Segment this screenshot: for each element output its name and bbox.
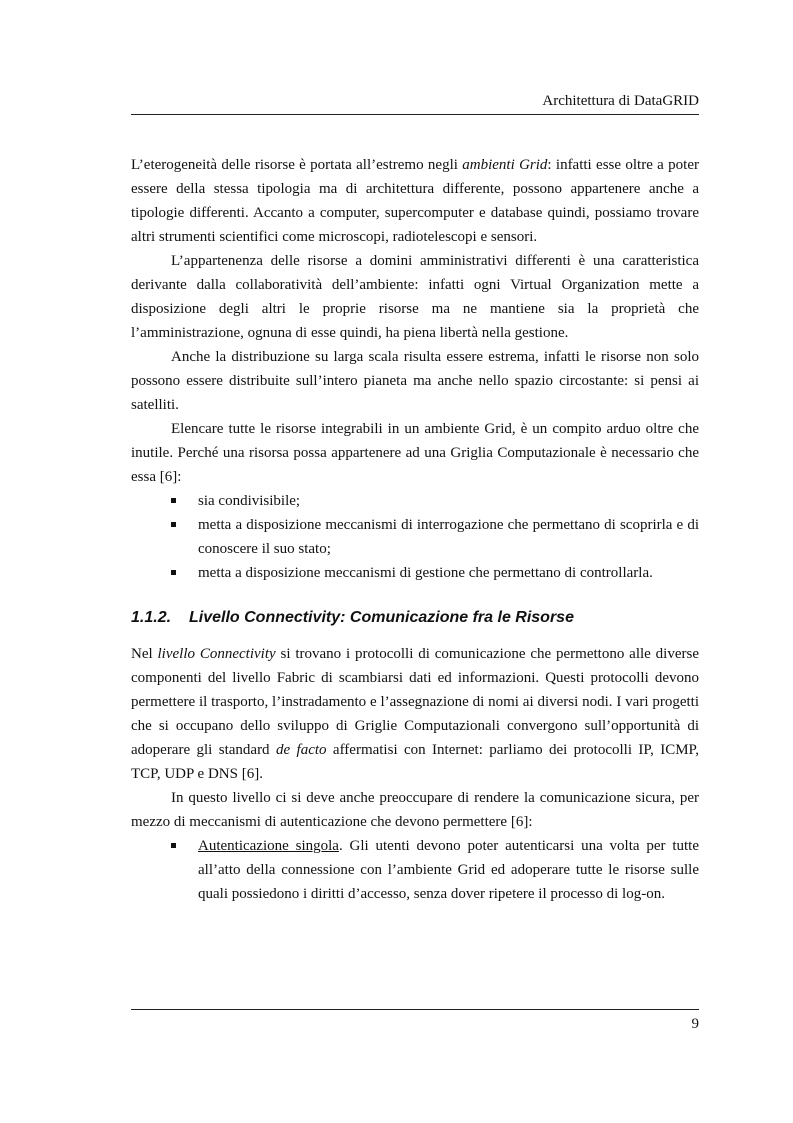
footer-rule bbox=[131, 1009, 699, 1010]
paragraph-1-text-b: : infatti esse oltre a poter essere della stessa tipologia ma di architettura differente, possono appartenere anche a tipologie differenti. Accanto a computer, supercomputer e database quindi, possiamo trovare altri strumenti scientifici come microscopi, radiotelescopi e sensori. bbox=[131, 157, 699, 245]
paragraph-6: In questo livello ci si deve anche preoccupare di rendere la comunicazione sicura, per mezzo di meccanismi di autenticazione che devono permettere [6]: bbox=[131, 790, 699, 830]
paragraph-5-emphasis-2: de facto bbox=[275, 742, 327, 758]
list-item bbox=[131, 834, 699, 906]
section-number: 1.1.2. bbox=[131, 609, 172, 626]
section-title: Livello Connectivity: Comunicazione fra le Risorse bbox=[189, 609, 574, 626]
page-number: 9 bbox=[691, 1016, 699, 1032]
list-item-text: sia condivisibile; bbox=[198, 493, 301, 509]
paragraph-2: L’appartenenza delle risorse a domini amministrativi differenti è una caratteristica derivante dalla collaboratività dell’ambiente: infatti ogni Virtual Organization mette a disposizione degli altri le proprie risorse ma ne mantiene sia la proprietà che l’amministrazione, ognuna di esse quindi, ha piena libertà nella gestione. bbox=[131, 253, 699, 341]
list-item-term: Autenticazione singola bbox=[198, 838, 339, 854]
bullet-icon bbox=[171, 570, 176, 575]
header-rule bbox=[131, 114, 699, 115]
paragraph-5-text-a: Nel bbox=[131, 646, 158, 662]
running-header: Architettura di DataGRID bbox=[542, 93, 699, 109]
paragraph-1 bbox=[131, 153, 699, 249]
list-item bbox=[131, 489, 699, 513]
list-item-text: . Gli utenti devono poter autenticarsi una volta per tutte all’atto della connessione con l’ambiente Grid ed adoperare tutte le risorse sulle quali possiedono i diritti d’accesso, senza dover ripetere il processo di log-on. bbox=[198, 838, 700, 902]
requirements-list bbox=[131, 489, 699, 585]
authentication-list bbox=[131, 834, 699, 906]
list-item bbox=[131, 561, 699, 585]
list-item-text: metta a disposizione meccanismi di gestione che permettano di controllarla. bbox=[198, 565, 653, 581]
paragraph-1-emphasis: ambienti Grid bbox=[462, 157, 548, 173]
paragraph-4: Elencare tutte le risorse integrabili in un ambiente Grid, è un compito arduo oltre che inutile. Perché una risorsa possa appartenere ad una Griglia Computazionale è necessario che essa [6]: bbox=[131, 421, 699, 485]
bullet-icon bbox=[171, 522, 176, 527]
paragraph-5-emphasis-1: livello Connectivity bbox=[157, 646, 276, 662]
list-item bbox=[131, 513, 699, 561]
list-item-text: metta a disposizione meccanismi di interrogazione che permettano di scoprirla e di conoscere il suo stato; bbox=[198, 517, 699, 557]
paragraph-3: Anche la distribuzione su larga scala risulta essere estrema, infatti le risorse non solo possono essere distribuite sull’intero pianeta ma anche nello spazio circostante: si pensi ai satelliti. bbox=[131, 349, 699, 413]
section-heading bbox=[131, 606, 699, 630]
bullet-icon bbox=[171, 498, 176, 503]
paragraph-5-text-b: si trovano i protocolli di comunicazione che permettono alle diverse componenti del livello Fabric di scambiarsi dati ed informazioni. Questi protocolli devono permettere il trasporto, l’instradamento e l’assegnazione di nomi ai diversi nodi. I vari progetti che si occupano dello sviluppo di Griglie Computazionali convergono sull’opportunità di adoperare gli standard bbox=[131, 646, 699, 758]
bullet-icon bbox=[171, 843, 176, 848]
paragraph-5-text-c: affermatisi con Internet: parliamo dei protocolli IP, ICMP, TCP, UDP e DNS [6]. bbox=[131, 742, 699, 782]
paragraph-5 bbox=[131, 642, 699, 786]
paragraph-1-text-a: L’eterogeneità delle risorse è portata all’estremo negli bbox=[131, 157, 463, 173]
body-text bbox=[131, 153, 699, 906]
